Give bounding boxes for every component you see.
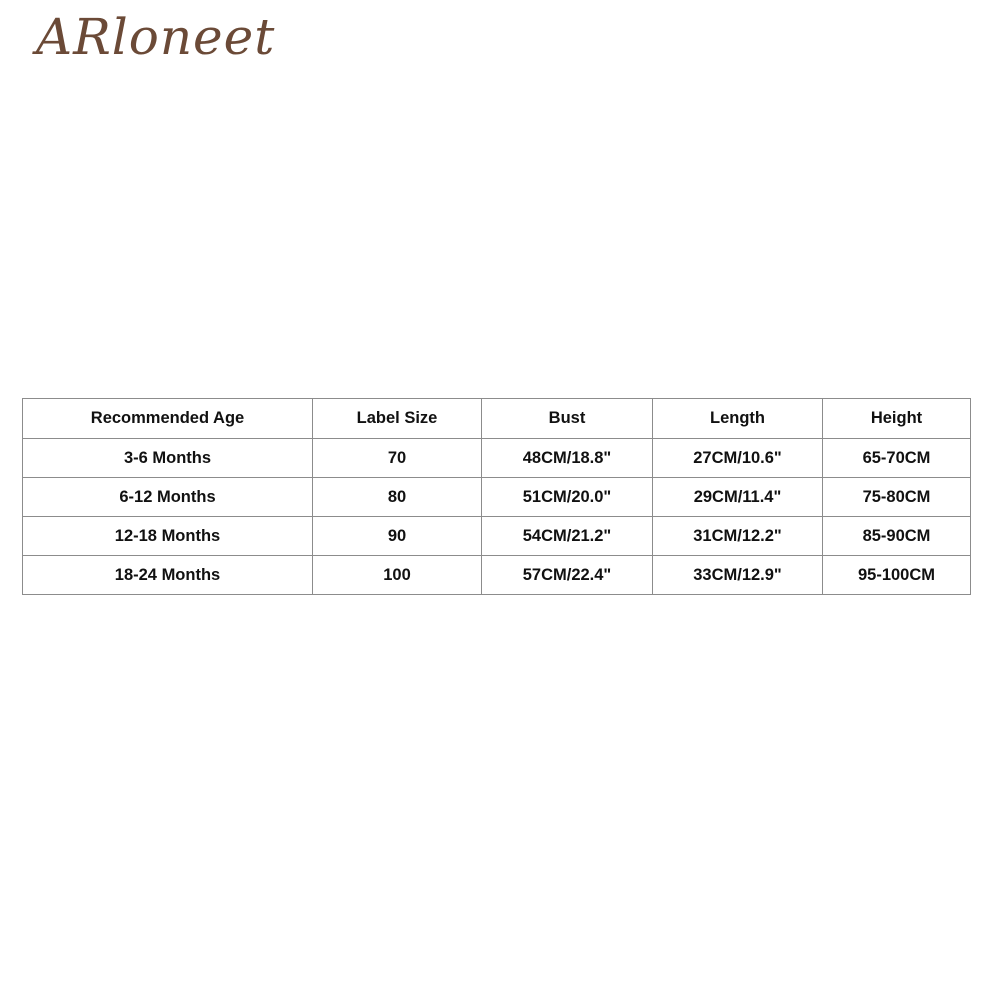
cell-height: 75-80CM bbox=[823, 478, 971, 517]
table-row bbox=[23, 478, 971, 517]
cell-bust: 48CM/18.8" bbox=[482, 439, 653, 478]
cell-length: 31CM/12.2" bbox=[653, 517, 823, 556]
cell-recommended-age: 12-18 Months bbox=[23, 517, 313, 556]
cell-length: 29CM/11.4" bbox=[653, 478, 823, 517]
cell-recommended-age: 18-24 Months bbox=[23, 556, 313, 595]
cell-length: 33CM/12.9" bbox=[653, 556, 823, 595]
size-chart-table bbox=[22, 398, 971, 595]
cell-length: 27CM/10.6" bbox=[653, 439, 823, 478]
cell-height: 85-90CM bbox=[823, 517, 971, 556]
table-row bbox=[23, 556, 971, 595]
brand-logo: ARloneet bbox=[36, 8, 276, 66]
header-label-size: Label Size bbox=[313, 399, 482, 439]
cell-recommended-age: 6-12 Months bbox=[23, 478, 313, 517]
cell-height: 95-100CM bbox=[823, 556, 971, 595]
cell-label-size: 70 bbox=[313, 439, 482, 478]
header-recommended-age: Recommended Age bbox=[23, 399, 313, 439]
table-header-row bbox=[23, 399, 971, 439]
cell-label-size: 90 bbox=[313, 517, 482, 556]
cell-height: 65-70CM bbox=[823, 439, 971, 478]
cell-bust: 57CM/22.4" bbox=[482, 556, 653, 595]
header-length: Length bbox=[653, 399, 823, 439]
table-row bbox=[23, 517, 971, 556]
header-height: Height bbox=[823, 399, 971, 439]
cell-bust: 54CM/21.2" bbox=[482, 517, 653, 556]
cell-label-size: 80 bbox=[313, 478, 482, 517]
table-row bbox=[23, 439, 971, 478]
header-bust: Bust bbox=[482, 399, 653, 439]
cell-bust: 51CM/20.0" bbox=[482, 478, 653, 517]
cell-recommended-age: 3-6 Months bbox=[23, 439, 313, 478]
cell-label-size: 100 bbox=[313, 556, 482, 595]
